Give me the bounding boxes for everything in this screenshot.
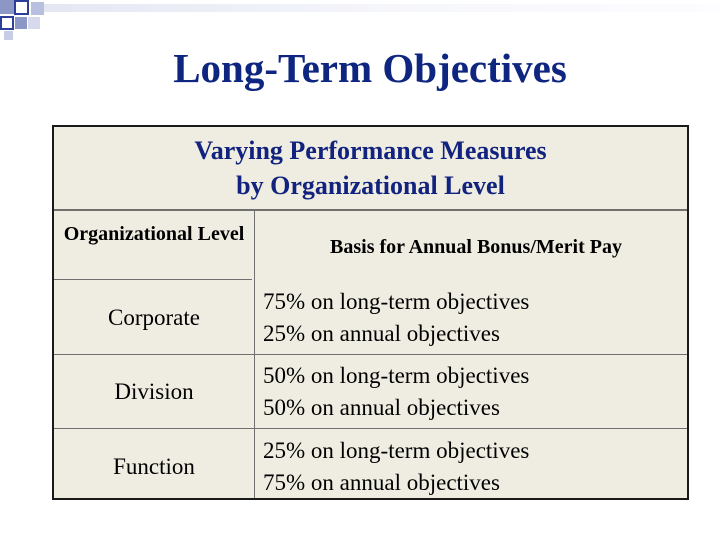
column-header-basis: Basis for Annual Bonus/Merit Pay <box>330 236 622 258</box>
table-header-line-2: by Organizational Level <box>236 171 505 200</box>
column-header-level: Organizational Level <box>63 223 245 245</box>
table-row-level-function: Function <box>113 454 195 479</box>
page-title: Long-Term Objectives <box>173 45 567 91</box>
table-header <box>54 127 687 211</box>
basis-line: 50% on long-term objectives <box>263 363 530 388</box>
basis-line: 75% on annual objectives <box>263 470 500 495</box>
table-header-line-1: Varying Performance Measures <box>194 136 547 165</box>
table-row-basis-division <box>263 360 683 424</box>
basis-line: 75% on long-term objectives <box>263 289 530 314</box>
table-row-level-corporate: Corporate <box>108 305 200 330</box>
checkered-squares-bar-icon <box>0 0 720 40</box>
basis-line: 25% on long-term objectives <box>263 438 530 463</box>
table-row-level-division: Division <box>114 379 194 404</box>
row-divider <box>54 428 687 429</box>
basis-line: 50% on annual objectives <box>263 395 500 420</box>
row-divider <box>54 279 252 280</box>
row-divider <box>54 354 687 355</box>
basis-line: 25% on annual objectives <box>263 321 500 346</box>
table-row-basis-corporate <box>263 286 683 350</box>
performance-measures-table <box>52 125 689 500</box>
table-row-basis-function <box>263 435 683 499</box>
